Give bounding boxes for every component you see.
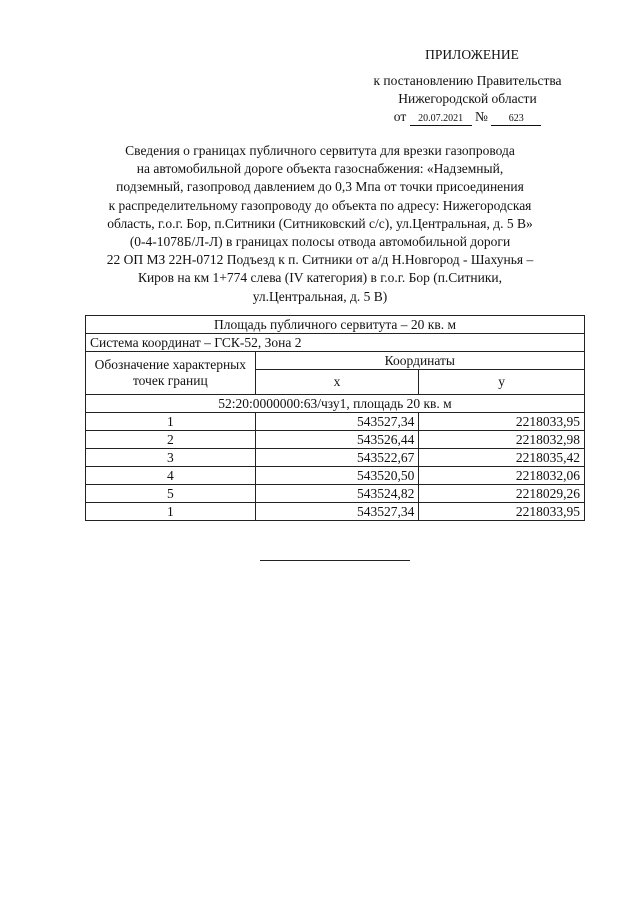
y-cell: 2218035,42 xyxy=(419,449,585,467)
heading-line: подземный, газопровод давлением до 0,3 Мпа от точки присоединения xyxy=(116,179,524,195)
area-cell: Площадь публичного сервитута – 20 кв. м xyxy=(86,316,585,334)
x-cell: 543527,34 xyxy=(255,503,419,521)
area-row xyxy=(86,316,585,334)
heading-line: 22 ОП МЗ 22Н-0712 Подъезд к п. Ситники от а/д Н.Новгород - Шахунья – xyxy=(106,252,534,268)
x-cell: 543527,34 xyxy=(255,413,419,431)
point-cell: 1 xyxy=(86,413,256,431)
x-cell: 543520,50 xyxy=(255,467,419,485)
appendix-line-2: Нижегородской области xyxy=(398,91,537,106)
point-cell: 4 xyxy=(86,467,256,485)
y-cell: 2218029,26 xyxy=(419,485,585,503)
coordinates-column-header: Координаты xyxy=(255,352,584,370)
decree-number: 623 xyxy=(491,113,541,126)
table-row xyxy=(86,503,585,521)
heading-line: Киров на км 1+774 слева (IV категория) в г.о.г. Бор (п.Ситники, xyxy=(137,270,503,286)
point-cell: 5 xyxy=(86,485,256,503)
y-cell: 2218032,98 xyxy=(419,431,585,449)
decree-date: 20.07.2021 xyxy=(410,113,472,126)
heading-line: область, г.о.г. Бор, п.Ситники (Ситниковский с/с), ул.Центральная, д. 5 В» xyxy=(107,215,533,231)
heading-line: к распределительному газопроводу до объекта по адресу: Нижегородская xyxy=(108,197,532,213)
point-cell: 2 xyxy=(86,431,256,449)
x-cell: 543522,67 xyxy=(255,449,419,467)
parcel-cell: 52:20:0000000:63/чзу1, площадь 20 кв. м xyxy=(86,395,585,413)
appendix-line-1: к постановлению Правительства xyxy=(373,73,562,88)
point-column-header: Обозначение характерных точек границ xyxy=(86,352,256,395)
x-column-header: x xyxy=(255,370,419,395)
table-row xyxy=(86,467,585,485)
heading-line: на автомобильной дороге объекта газоснабжения: «Надземный, xyxy=(136,161,504,177)
parcel-row xyxy=(86,395,585,413)
system-row xyxy=(86,334,585,352)
appendix-title: ПРИЛОЖЕНИЕ xyxy=(425,47,519,62)
y-cell: 2218032,06 xyxy=(419,467,585,485)
appendix-reference xyxy=(355,72,580,126)
closing-separator-line xyxy=(260,560,410,561)
x-cell: 543526,44 xyxy=(255,431,419,449)
table-row xyxy=(86,413,585,431)
table-row xyxy=(86,431,585,449)
system-cell: Система координат – ГСК-52, Зона 2 xyxy=(86,334,585,352)
x-cell: 543524,82 xyxy=(255,485,419,503)
table-row xyxy=(86,449,585,467)
date-prefix: от xyxy=(393,109,407,124)
header-row xyxy=(86,352,585,370)
heading-line: Сведения о границах публичного сервитута для врезки газопровода xyxy=(125,143,515,158)
heading-line: ул.Центральная, д. 5 В) xyxy=(252,288,388,304)
y-cell: 2218033,95 xyxy=(419,503,585,521)
table-row xyxy=(86,485,585,503)
y-cell: 2218033,95 xyxy=(419,413,585,431)
point-cell: 1 xyxy=(86,503,256,521)
point-cell: 3 xyxy=(86,449,256,467)
document-heading xyxy=(78,142,562,306)
y-column-header: y xyxy=(419,370,585,395)
coordinates-table xyxy=(85,315,585,521)
appendix-date-line xyxy=(394,108,542,126)
heading-line: (0-4-1078Б/Л-Л) в границах полосы отвода автомобильной дороги xyxy=(129,234,511,250)
number-sign: № xyxy=(474,109,488,124)
